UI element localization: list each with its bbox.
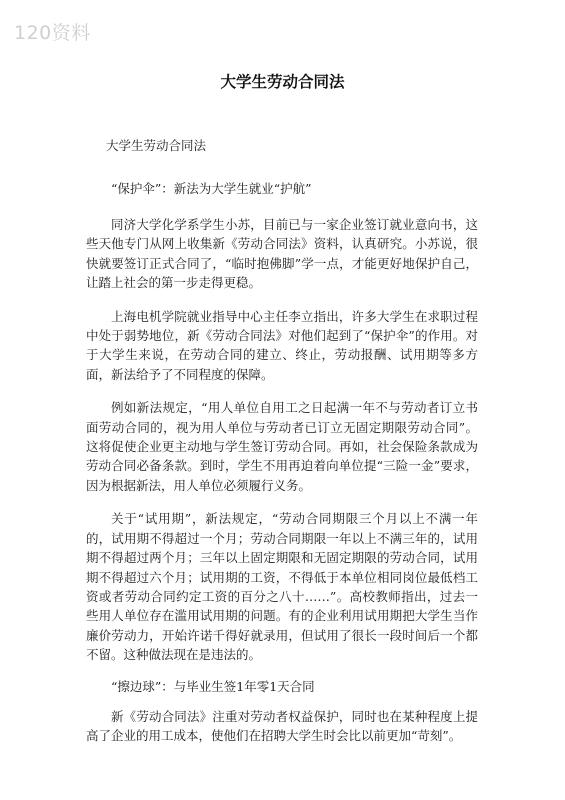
- paragraph: 关于“试用期”，新法规定，“劳动合同期限三个月以上不满一年的，试用期不得超过一个月；劳动合同期限一年以上不满三年的，试用期不得超过两个月；三年以上固定期限和无固定期限的劳动合同，试用期不得超过六个月；试用期的工资，不得低于本单位相同岗位最低档工资或者劳动合同约定工资的百分之八十……”。高校教师指出，过去一些用人单位存在滥用试用期的问题。有的企业利用试用期把大学生当作廉价劳动力，开始许诺千得好就录用，但试用了很长一段时间后一个都不留。这种做法现在是违法的。: [86, 511, 478, 663]
- paragraph: 上海电机学院就业指导中心主任李立指出，许多大学生在求职过程中处于弱势地位，新《劳动合同法》对他们起到了“保护伞”的作用。对于大学生来说，在劳动合同的建立、终止，劳动报酬、试用期等多方面，新法给予了不同程度的保障。: [86, 308, 478, 382]
- paragraph: 例如新法规定，“用人单位自用工之日起满一年不与劳动者订立书面劳动合同的，视为用人单位与劳动者已订立无固定期限劳动合同”。这将促使企业更主动地与学生签订劳动合同。再如，社会保险条款成为劳动合同必备条款。到时，学生不用再迫着向单位提“三险一金”要求，因为根据新法，用人单位必须履行义务。: [86, 400, 478, 493]
- paragraph: 同济大学化学系学生小苏，目前已与一家企业签订就业意向书，这些天他专门从网上收集新《劳动合同法》资料，认真研究。小苏说，很快就要签订正式合同了，“临时抱佛脚”学一点，才能更好地保护自己，让踏上社会的第一步走得更稳。: [86, 217, 478, 291]
- document-subtitle: 大学生劳动合同法: [106, 138, 207, 153]
- section-heading-edge-ball: “擦边球”：与毕业生签1年零1天合同: [111, 678, 315, 694]
- document-body: [86, 136, 478, 745]
- paragraph: 新《劳动合同法》注重对劳动者权益保护，同时也在某种程度上提高了企业的用工成本，使他们在招聘大学生时会比以前更加“苛刻”。: [86, 708, 478, 743]
- section-heading-protection: “保护伞”：新法为大学生就业“护航”: [111, 181, 312, 196]
- document-title: 大学生劳动合同法: [220, 73, 345, 91]
- watermark: 120资料: [14, 22, 91, 44]
